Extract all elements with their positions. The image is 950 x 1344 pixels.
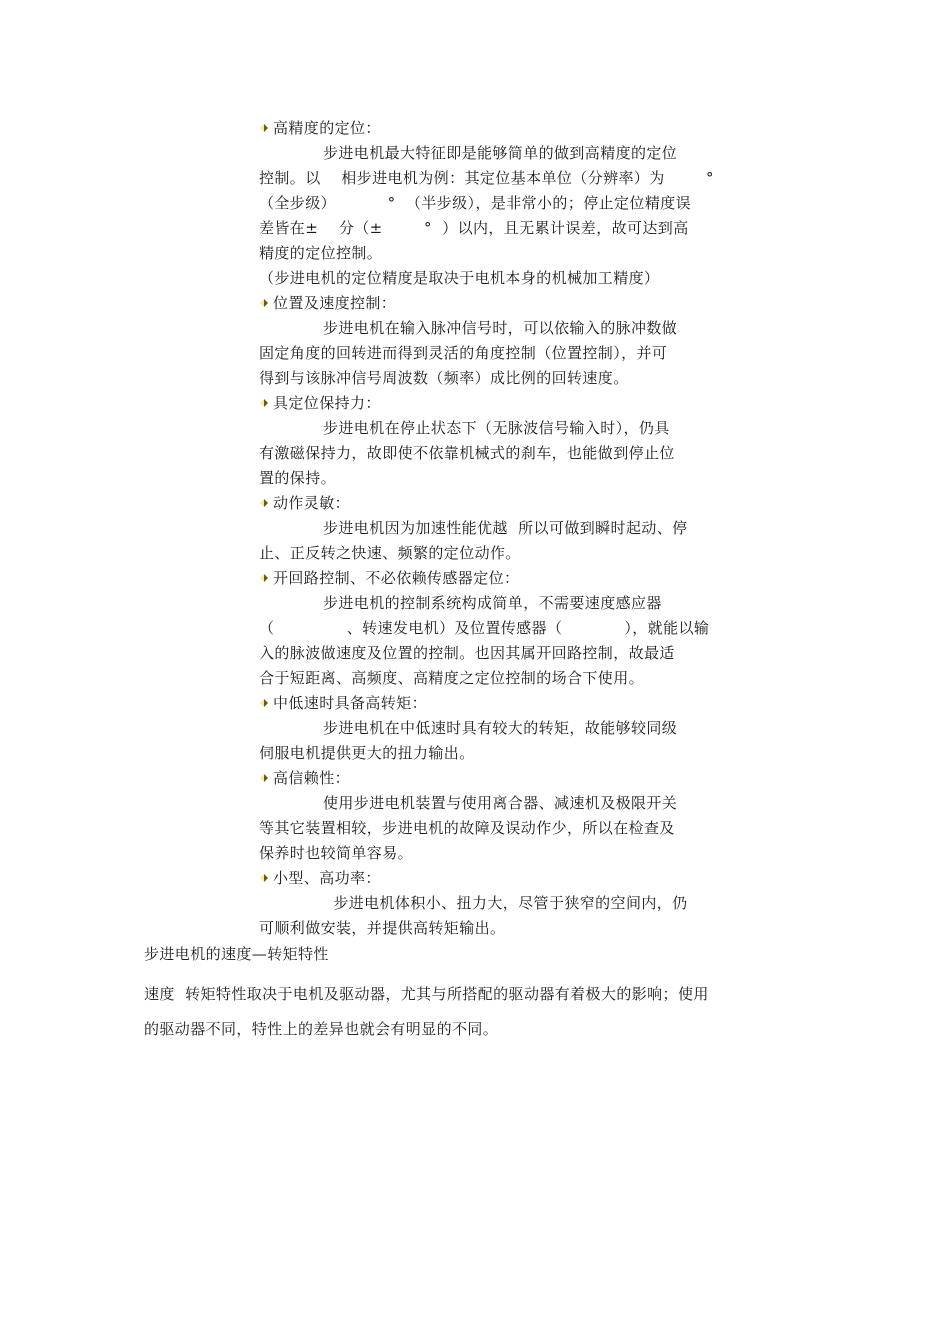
feature-body-line: 止、正反转之快速、频繁的定位动作。 xyxy=(259,544,521,562)
feature-body-line: 得到与该脉冲信号周波数（频率）成比例的回转速度。 xyxy=(259,369,629,387)
feature-heading-text: 位置及速度控制： xyxy=(273,294,397,312)
diamond-bullet-icon xyxy=(260,399,268,407)
feature-body-line: 差皆在± 分（± ° ）以内，且无累计误差，故可达到高 xyxy=(259,219,689,237)
feature-body-line: （全步级） ° （半步级），是非常小的；停止定位精度误 xyxy=(259,194,692,212)
feature-body-line: 精度的定位控制。 xyxy=(259,244,383,262)
feature-body-line: 步进电机在中低速时具有较大的转矩，故能够较同级 xyxy=(323,719,678,737)
feature-body-line: 可顺利做安装，并提供高转矩输出。 xyxy=(259,919,506,937)
diamond-bullet-icon xyxy=(260,499,268,507)
feature-body-line: 固定角度的回转进而得到灵活的角度控制（位置控制），并可 xyxy=(259,344,668,362)
diamond-bullet-icon xyxy=(260,124,268,132)
diamond-bullet-icon xyxy=(260,299,268,307)
paragraph-line: 的驱动器不同，特性上的差异也就会有明显的不同。 xyxy=(144,1020,499,1038)
feature-body-line: 保养时也较简单容易。 xyxy=(259,844,414,862)
feature-body-line: 有激磁保持力，故即使不依靠机械式的刹车，也能做到停止位 xyxy=(259,444,675,462)
feature-body-line: （ 、转速发电机）及位置传感器（ ），就能以输 xyxy=(259,619,710,637)
feature-body-line: 合于短距离、高频度、高精度之定位控制的场合下使用。 xyxy=(259,669,645,687)
feature-body-line: 步进电机在停止状态下（无脉波信号输入时），仍具 xyxy=(323,419,670,437)
diamond-bullet-icon xyxy=(260,874,268,882)
feature-heading-text: 中低速时具备高转矩： xyxy=(273,694,428,712)
diamond-bullet-icon xyxy=(260,699,268,707)
feature-body-line: 步进电机最大特征即是能够简单的做到高精度的定位 xyxy=(323,144,678,162)
feature-body-line: 步进电机因为加速性能优越 所以可做到瞬时起动、停 xyxy=(323,519,688,537)
feature-body-line: 控制。以 相步进电机为例：其定位基本单位（分辨率）为 ° xyxy=(259,169,714,187)
feature-heading-text: 小型、高功率： xyxy=(273,869,381,887)
feature-heading-text: 高精度的定位： xyxy=(273,119,381,137)
section-heading: 步进电机的速度—转矩特性 xyxy=(144,945,329,963)
feature-heading-text: 高信赖性： xyxy=(273,769,351,787)
note-line: （步进电机的定位精度是取决于电机本身的机械加工精度） xyxy=(259,269,660,287)
feature-body-line: 使用步进电机装置与使用离合器、减速机及极限开关 xyxy=(323,794,678,812)
diamond-bullet-icon xyxy=(260,774,268,782)
feature-heading-text: 动作灵敏： xyxy=(273,494,351,512)
feature-body-line: 置的保持。 xyxy=(259,469,337,487)
feature-body-line: 入的脉波做速度及位置的控制。也因其属开回路控制，故最适 xyxy=(259,644,675,662)
diamond-bullet-icon xyxy=(260,574,268,582)
feature-body-line: 步进电机体积小、扭力大，尽管于狭窄的空间内，仍 xyxy=(323,894,688,912)
paragraph-line: 速度 转矩特性取决于电机及驱动器，尤其与所搭配的驱动器有着极大的影响；使用 xyxy=(144,985,709,1003)
feature-body-line: 等其它装置相较，步进电机的故障及误动作少，所以在检查及 xyxy=(259,819,675,837)
feature-heading-text: 开回路控制、不必依赖传感器定位： xyxy=(273,569,520,587)
feature-body-line: 步进电机的控制系统构成简单，不需要速度感应器 xyxy=(323,594,662,612)
feature-body-line: 伺服电机提供更大的扭力输出。 xyxy=(259,744,475,762)
feature-heading-text: 具定位保持力： xyxy=(273,394,381,412)
feature-body-line: 步进电机在输入脉冲信号时，可以依输入的脉冲数做 xyxy=(323,319,678,337)
